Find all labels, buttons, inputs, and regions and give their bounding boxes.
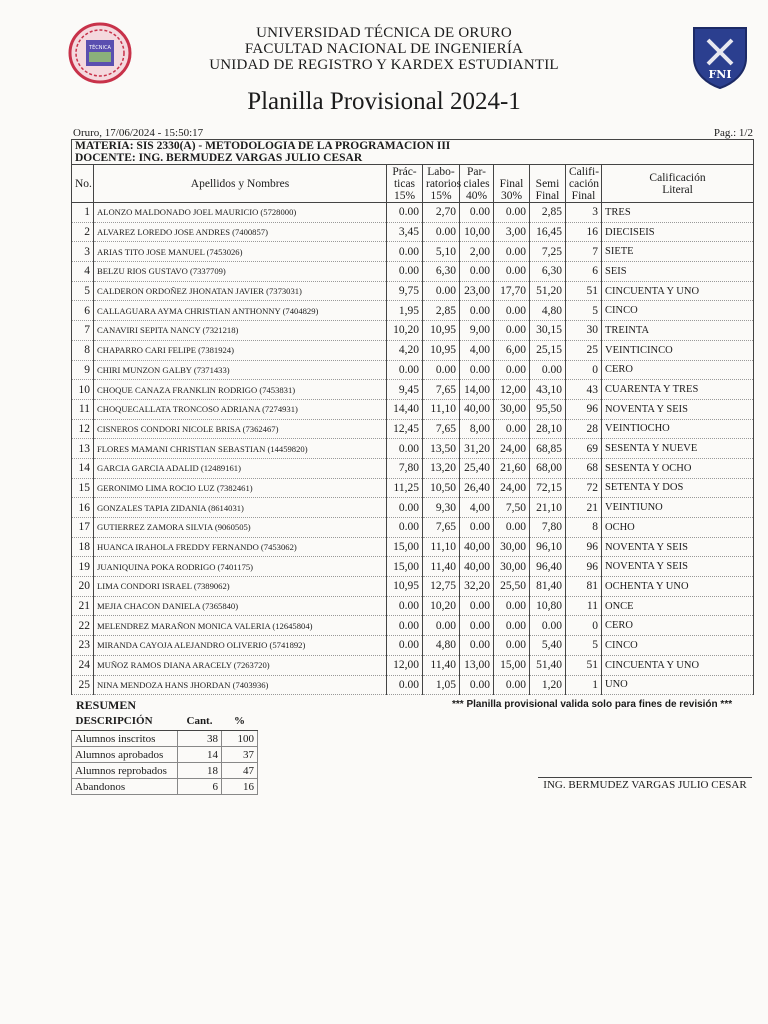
cell-calif: 68 [566, 458, 602, 478]
signature-line [538, 777, 752, 778]
summary-col-cant: Cant. [178, 712, 222, 731]
cell-final: 0.00 [494, 616, 530, 636]
cell-parciales: 0.00 [460, 596, 494, 616]
table-row [72, 655, 754, 675]
cell-semi: 95,50 [530, 399, 566, 419]
cell-parciales: 4,00 [460, 340, 494, 360]
cell-literal: DIECISEIS [602, 222, 754, 242]
cell-name: GERONIMO LIMA ROCIO LUZ (7382461) [94, 478, 387, 498]
col-laboratorios: Labo- ratorios 15% [423, 165, 460, 203]
cell-semi: 81,40 [530, 577, 566, 597]
cell-semi: 96,40 [530, 557, 566, 577]
cell-semi: 7,80 [530, 518, 566, 538]
cell-laboratorios: 10,95 [423, 340, 460, 360]
cell-literal: VEINTIOCHO [602, 419, 754, 439]
summary-desc: Alumnos aprobados [72, 747, 178, 763]
cell-literal: TRES [602, 203, 754, 223]
cell-laboratorios: 7,65 [423, 380, 460, 400]
table-row [72, 419, 754, 439]
cell-semi: 68,00 [530, 458, 566, 478]
cell-parciales: 4,00 [460, 498, 494, 518]
summary-row [72, 731, 258, 747]
cell-calif: 1 [566, 675, 602, 695]
cell-semi: 1,20 [530, 675, 566, 695]
cell-practicas: 0.00 [387, 616, 423, 636]
cell-literal: SIETE [602, 242, 754, 262]
grades-table [71, 139, 754, 695]
cell-calif: 5 [566, 301, 602, 321]
cell-calif: 25 [566, 340, 602, 360]
cell-literal: CERO [602, 360, 754, 380]
cell-literal: CINCUENTA Y UNO [602, 281, 754, 301]
cell-final: 30,00 [494, 557, 530, 577]
table-row [72, 518, 754, 538]
cell-parciales: 0.00 [460, 636, 494, 656]
cell-semi: 16,45 [530, 222, 566, 242]
column-header-row [72, 165, 754, 203]
cell-semi: 72,15 [530, 478, 566, 498]
summary-pct: 37 [222, 747, 258, 763]
cell-practicas: 3,45 [387, 222, 423, 242]
cell-laboratorios: 11,10 [423, 399, 460, 419]
cell-name: CALDERON ORDOÑEZ JHONATAN JAVIER (7373031) [94, 281, 387, 301]
cell-semi: 28,10 [530, 419, 566, 439]
cell-calif: 43 [566, 380, 602, 400]
teacher-line: DOCENTE: ING. BERMUDEZ VARGAS JULIO CESAR [72, 152, 754, 165]
cell-literal: SESENTA Y NUEVE [602, 439, 754, 459]
cell-calif: 16 [566, 222, 602, 242]
cell-name: FLORES MAMANI CHRISTIAN SEBASTIAN (14459820) [94, 439, 387, 459]
cell-final: 0.00 [494, 675, 530, 695]
table-row [72, 262, 754, 282]
cell-parciales: 10,00 [460, 222, 494, 242]
svg-text:TÉCNICA: TÉCNICA [89, 45, 111, 51]
cell-laboratorios: 10,20 [423, 596, 460, 616]
subject-line: MATERIA: SIS 2330(A) - METODOLOGIA DE LA PROGRAMACION III [72, 140, 754, 153]
cell-laboratorios: 1,05 [423, 675, 460, 695]
cell-final: 17,70 [494, 281, 530, 301]
cell-laboratorios: 13,20 [423, 458, 460, 478]
cell-literal: ONCE [602, 596, 754, 616]
table-row [72, 478, 754, 498]
cell-final: 0.00 [494, 596, 530, 616]
cell-no: 2 [72, 222, 94, 242]
cell-name: LIMA CONDORI ISRAEL (7389062) [94, 577, 387, 597]
cell-laboratorios: 6,30 [423, 262, 460, 282]
cell-no: 9 [72, 360, 94, 380]
cell-calif: 51 [566, 655, 602, 675]
page-title: Planilla Provisional 2024-1 [247, 88, 521, 115]
cell-calif: 69 [566, 439, 602, 459]
col-literal: Calificación Literal [602, 165, 754, 203]
cell-laboratorios: 5,10 [423, 242, 460, 262]
col-parciales: Par- ciales 40% [460, 165, 494, 203]
page-number: Pag.: 1/2 [713, 127, 753, 139]
cell-parciales: 0.00 [460, 262, 494, 282]
cell-semi: 43,10 [530, 380, 566, 400]
cell-no: 4 [72, 262, 94, 282]
cell-literal: VEINTIUNO [602, 498, 754, 518]
cell-calif: 96 [566, 399, 602, 419]
cell-name: ALVAREZ LOREDO JOSE ANDRES (7400857) [94, 222, 387, 242]
table-row [72, 321, 754, 341]
cell-laboratorios: 11,40 [423, 557, 460, 577]
cell-name: MUÑOZ RAMOS DIANA ARACELY (7263720) [94, 655, 387, 675]
cell-no: 23 [72, 636, 94, 656]
cell-practicas: 0.00 [387, 242, 423, 262]
cell-name: CHAPARRO CARI FELIPE (7381924) [94, 340, 387, 360]
summary-cant: 38 [178, 731, 222, 747]
cell-practicas: 15,00 [387, 537, 423, 557]
table-row [72, 301, 754, 321]
summary-title: RESUMEN [76, 698, 137, 712]
cell-name: MELENDREZ MARAÑON MONICA VALERIA (12645804) [94, 616, 387, 636]
cell-semi: 10,80 [530, 596, 566, 616]
col-practicas: Prác- ticas 15% [387, 165, 423, 203]
summary-row [72, 747, 258, 763]
cell-no: 20 [72, 577, 94, 597]
cell-parciales: 32,20 [460, 577, 494, 597]
summary-cant: 18 [178, 763, 222, 779]
summary-desc: Abandonos [72, 779, 178, 795]
summary-desc: Alumnos reprobados [72, 763, 178, 779]
cell-practicas: 11,25 [387, 478, 423, 498]
summary-pct: 16 [222, 779, 258, 795]
university-name: UNIVERSIDAD TÉCNICA DE ORURO [256, 25, 512, 41]
cell-semi: 51,20 [530, 281, 566, 301]
cell-name: JUANIQUINA POKA RODRIGO (7401175) [94, 557, 387, 577]
cell-calif: 96 [566, 557, 602, 577]
cell-semi: 2,85 [530, 203, 566, 223]
cell-parciales: 40,00 [460, 537, 494, 557]
cell-parciales: 40,00 [460, 399, 494, 419]
summary-desc: Alumnos inscritos [72, 731, 178, 747]
cell-final: 12,00 [494, 380, 530, 400]
table-row [72, 380, 754, 400]
cell-final: 15,00 [494, 655, 530, 675]
cell-name: CHOQUECALLATA TRONCOSO ADRIANA (7274931) [94, 399, 387, 419]
cell-parciales: 13,00 [460, 655, 494, 675]
table-row [72, 537, 754, 557]
cell-literal: CINCO [602, 301, 754, 321]
cell-no: 6 [72, 301, 94, 321]
cell-no: 25 [72, 675, 94, 695]
cell-parciales: 0.00 [460, 203, 494, 223]
cell-laboratorios: 11,40 [423, 655, 460, 675]
cell-calif: 51 [566, 281, 602, 301]
place-date: Oruro, 17/06/2024 - 15:50:17 [73, 127, 204, 139]
summary-col-pct: % [222, 712, 258, 731]
cell-name: MIRANDA CAYOJA ALEJANDRO OLIVERIO (5741892) [94, 636, 387, 656]
cell-practicas: 4,20 [387, 340, 423, 360]
cell-literal: CERO [602, 616, 754, 636]
cell-final: 24,00 [494, 439, 530, 459]
cell-literal: CUARENTA Y TRES [602, 380, 754, 400]
cell-calif: 7 [566, 242, 602, 262]
cell-practicas: 12,45 [387, 419, 423, 439]
cell-literal: SETENTA Y DOS [602, 478, 754, 498]
table-row [72, 577, 754, 597]
cell-no: 5 [72, 281, 94, 301]
cell-laboratorios: 0.00 [423, 281, 460, 301]
cell-no: 18 [72, 537, 94, 557]
cell-name: CHIRI MUNZON GALBY (7371433) [94, 360, 387, 380]
cell-laboratorios: 10,50 [423, 478, 460, 498]
cell-parciales: 31,20 [460, 439, 494, 459]
cell-practicas: 9,75 [387, 281, 423, 301]
cell-name: CHOQUE CANAZA FRANKLIN RODRIGO (7453831) [94, 380, 387, 400]
cell-parciales: 0.00 [460, 518, 494, 538]
cell-final: 0.00 [494, 203, 530, 223]
cell-final: 6,00 [494, 340, 530, 360]
summary-cant: 14 [178, 747, 222, 763]
cell-practicas: 14,40 [387, 399, 423, 419]
cell-literal: SESENTA Y OCHO [602, 458, 754, 478]
summary-pct: 100 [222, 731, 258, 747]
cell-calif: 3 [566, 203, 602, 223]
cell-semi: 21,10 [530, 498, 566, 518]
cell-calif: 96 [566, 537, 602, 557]
cell-semi: 30,15 [530, 321, 566, 341]
cell-laboratorios: 13,50 [423, 439, 460, 459]
cell-no: 12 [72, 419, 94, 439]
cell-final: 0.00 [494, 518, 530, 538]
cell-calif: 30 [566, 321, 602, 341]
cell-laboratorios: 0.00 [423, 616, 460, 636]
cell-practicas: 1,95 [387, 301, 423, 321]
cell-practicas: 9,45 [387, 380, 423, 400]
cell-practicas: 0.00 [387, 439, 423, 459]
cell-parciales: 0.00 [460, 675, 494, 695]
table-row [72, 458, 754, 478]
cell-calif: 0 [566, 360, 602, 380]
cell-no: 24 [72, 655, 94, 675]
cell-literal: NOVENTA Y SEIS [602, 537, 754, 557]
cell-final: 7,50 [494, 498, 530, 518]
cell-semi: 51,40 [530, 655, 566, 675]
cell-practicas: 12,00 [387, 655, 423, 675]
table-row [72, 340, 754, 360]
cell-no: 14 [72, 458, 94, 478]
cell-name: GARCIA GARCIA ADALID (12489161) [94, 458, 387, 478]
cell-name: CANAVIRI SEPITA NANCY (7321218) [94, 321, 387, 341]
cell-literal: SEIS [602, 262, 754, 282]
cell-literal: NOVENTA Y SEIS [602, 399, 754, 419]
cell-no: 15 [72, 478, 94, 498]
cell-final: 0.00 [494, 636, 530, 656]
cell-literal: VEINTICINCO [602, 340, 754, 360]
cell-semi: 0.00 [530, 616, 566, 636]
svg-text:FNI: FNI [708, 68, 732, 81]
cell-calif: 28 [566, 419, 602, 439]
cell-no: 22 [72, 616, 94, 636]
cell-final: 24,00 [494, 478, 530, 498]
col-name: Apellidos y Nombres [94, 165, 387, 203]
cell-literal: OCHENTA Y UNO [602, 577, 754, 597]
cell-practicas: 0.00 [387, 518, 423, 538]
cell-parciales: 25,40 [460, 458, 494, 478]
cell-no: 3 [72, 242, 94, 262]
cell-name: HUANCA IRAHOLA FREDDY FERNANDO (7453062) [94, 537, 387, 557]
cell-no: 17 [72, 518, 94, 538]
cell-laboratorios: 0.00 [423, 222, 460, 242]
summary-row [72, 779, 258, 795]
faculty-name: FACULTAD NACIONAL DE INGENIERÍA [244, 41, 524, 57]
table-row [72, 399, 754, 419]
table-row [72, 557, 754, 577]
cell-literal: CINCO [602, 636, 754, 656]
cell-parciales: 40,00 [460, 557, 494, 577]
cell-practicas: 0.00 [387, 636, 423, 656]
cell-no: 11 [72, 399, 94, 419]
cell-final: 30,00 [494, 399, 530, 419]
cell-name: CALLAGUARA AYMA CHRISTIAN ANTHONNY (7404829) [94, 301, 387, 321]
cell-practicas: 10,20 [387, 321, 423, 341]
table-row [72, 498, 754, 518]
cell-name: MEJIA CHACON DANIELA (7365840) [94, 596, 387, 616]
cell-final: 0.00 [494, 360, 530, 380]
cell-laboratorios: 2,85 [423, 301, 460, 321]
cell-name: ALONZO MALDONADO JOEL MAURICIO (5728000) [94, 203, 387, 223]
cell-calif: 8 [566, 518, 602, 538]
cell-semi: 5,40 [530, 636, 566, 656]
cell-semi: 7,25 [530, 242, 566, 262]
cell-laboratorios: 7,65 [423, 518, 460, 538]
cell-practicas: 7,80 [387, 458, 423, 478]
cell-laboratorios: 7,65 [423, 419, 460, 439]
cell-practicas: 0.00 [387, 203, 423, 223]
cell-no: 7 [72, 321, 94, 341]
table-row [72, 242, 754, 262]
cell-semi: 68,85 [530, 439, 566, 459]
cell-parciales: 9,00 [460, 321, 494, 341]
col-calif: Califi- cación Final [566, 165, 602, 203]
cell-semi: 96,10 [530, 537, 566, 557]
table-row [72, 281, 754, 301]
cell-calif: 81 [566, 577, 602, 597]
cell-practicas: 15,00 [387, 557, 423, 577]
cell-calif: 21 [566, 498, 602, 518]
cell-no: 1 [72, 203, 94, 223]
cell-parciales: 0.00 [460, 360, 494, 380]
cell-literal: CINCUENTA Y UNO [602, 655, 754, 675]
cell-practicas: 0.00 [387, 360, 423, 380]
table-row [72, 616, 754, 636]
cell-calif: 72 [566, 478, 602, 498]
cell-practicas: 0.00 [387, 675, 423, 695]
cell-literal: OCHO [602, 518, 754, 538]
unit-name: UNIDAD DE REGISTRO Y KARDEX ESTUDIANTIL [209, 57, 559, 73]
cell-laboratorios: 9,30 [423, 498, 460, 518]
provisional-notice: *** Planilla provisional valida solo para fines de revisión *** [452, 699, 733, 710]
summary-table [71, 712, 258, 795]
cell-parciales: 14,00 [460, 380, 494, 400]
cell-final: 30,00 [494, 537, 530, 557]
cell-semi: 6,30 [530, 262, 566, 282]
cell-final: 0.00 [494, 262, 530, 282]
cell-name: NINA MENDOZA HANS JHORDAN (7403936) [94, 675, 387, 695]
cell-parciales: 0.00 [460, 301, 494, 321]
cell-no: 10 [72, 380, 94, 400]
cell-calif: 5 [566, 636, 602, 656]
signature-name: ING. BERMUDEZ VARGAS JULIO CESAR [543, 779, 747, 791]
cell-laboratorios: 10,95 [423, 321, 460, 341]
cell-practicas: 0.00 [387, 262, 423, 282]
cell-no: 16 [72, 498, 94, 518]
cell-name: CISNEROS CONDORI NICOLE BRISA (7362467) [94, 419, 387, 439]
table-row [72, 222, 754, 242]
cell-final: 0.00 [494, 301, 530, 321]
col-semi: Semi Final [530, 165, 566, 203]
summary-cant: 6 [178, 779, 222, 795]
cell-final: 0.00 [494, 321, 530, 341]
table-row [72, 636, 754, 656]
cell-parciales: 23,00 [460, 281, 494, 301]
cell-name: GONZALES TAPIA ZIDANIA (8614031) [94, 498, 387, 518]
cell-parciales: 8,00 [460, 419, 494, 439]
cell-name: GUTIERREZ ZAMORA SILVIA (9060505) [94, 518, 387, 538]
header-block [0, 25, 768, 73]
summary-row [72, 763, 258, 779]
cell-final: 0.00 [494, 242, 530, 262]
table-row [72, 675, 754, 695]
cell-final: 3,00 [494, 222, 530, 242]
col-final: Final 30% [494, 165, 530, 203]
cell-calif: 0 [566, 616, 602, 636]
cell-laboratorios: 0.00 [423, 360, 460, 380]
table-row [72, 439, 754, 459]
cell-calif: 11 [566, 596, 602, 616]
cell-practicas: 10,95 [387, 577, 423, 597]
cell-name: BELZU RIOS GUSTAVO (7337709) [94, 262, 387, 282]
cell-final: 21,60 [494, 458, 530, 478]
cell-parciales: 0.00 [460, 616, 494, 636]
cell-laboratorios: 2,70 [423, 203, 460, 223]
cell-final: 0.00 [494, 419, 530, 439]
table-row [72, 596, 754, 616]
cell-semi: 0.00 [530, 360, 566, 380]
table-row [72, 360, 754, 380]
cell-literal: NOVENTA Y SEIS [602, 557, 754, 577]
cell-final: 25,50 [494, 577, 530, 597]
cell-literal: TREINTA [602, 321, 754, 341]
cell-calif: 6 [566, 262, 602, 282]
cell-parciales: 2,00 [460, 242, 494, 262]
cell-practicas: 0.00 [387, 596, 423, 616]
cell-no: 8 [72, 340, 94, 360]
cell-semi: 25,15 [530, 340, 566, 360]
cell-no: 19 [72, 557, 94, 577]
cell-no: 21 [72, 596, 94, 616]
col-no: No. [72, 165, 94, 203]
cell-laboratorios: 12,75 [423, 577, 460, 597]
cell-practicas: 0.00 [387, 498, 423, 518]
cell-semi: 4,80 [530, 301, 566, 321]
cell-no: 13 [72, 439, 94, 459]
cell-literal: UNO [602, 675, 754, 695]
cell-name: ARIAS TITO JOSE MANUEL (7453026) [94, 242, 387, 262]
cell-laboratorios: 11,10 [423, 537, 460, 557]
summary-col-desc: DESCRIPCIÓN [72, 712, 178, 731]
summary-pct: 47 [222, 763, 258, 779]
cell-laboratorios: 4,80 [423, 636, 460, 656]
meta-line [73, 127, 753, 139]
table-row [72, 203, 754, 223]
cell-parciales: 26,40 [460, 478, 494, 498]
